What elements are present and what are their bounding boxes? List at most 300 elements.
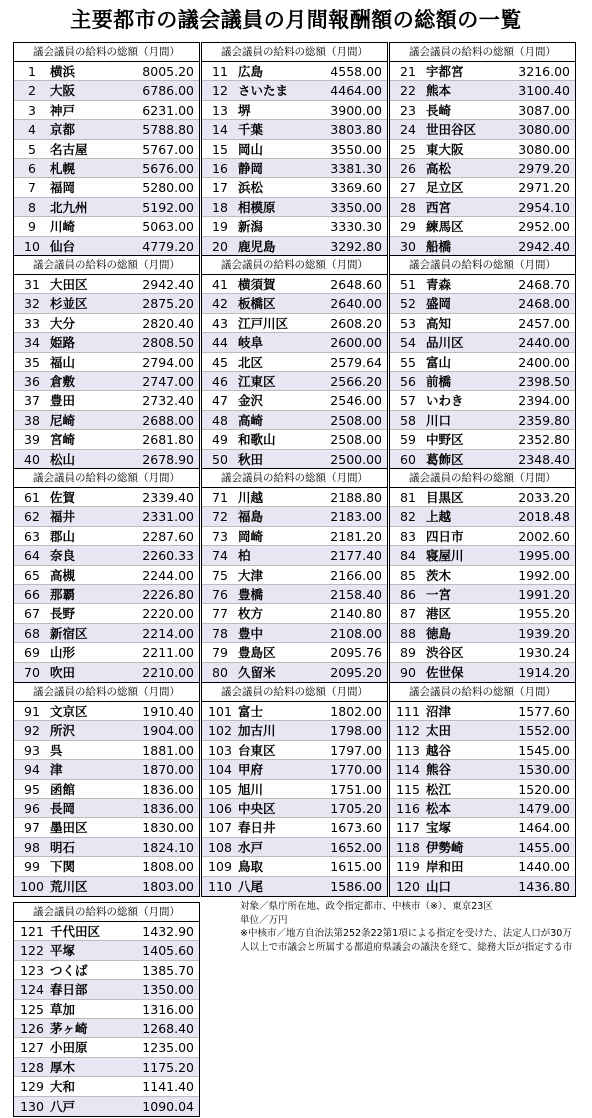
table-row	[14, 217, 199, 236]
rank-cell: 21	[400, 64, 416, 79]
amount-cell: 1586.00	[330, 878, 382, 894]
amount-cell: 2579.64	[330, 354, 382, 370]
rank-cell: 112	[396, 723, 420, 739]
city-cell: 文京区	[50, 704, 88, 719]
block-header: 議会議員の給料の総額（月間）	[202, 469, 387, 488]
table-row	[14, 799, 199, 818]
table-row	[390, 702, 575, 721]
ranking-block	[13, 42, 200, 257]
rank-cell: 4	[28, 122, 36, 138]
rank-cell: 24	[400, 122, 416, 138]
table-row	[390, 566, 575, 585]
table-row	[14, 314, 199, 333]
city-cell: 浜松	[238, 180, 264, 196]
rank-cell: 100	[20, 878, 44, 894]
table-row	[390, 81, 575, 100]
amount-cell: 1830.00	[142, 820, 194, 836]
ranking-block	[201, 42, 388, 257]
table-group-last	[13, 902, 200, 1117]
table-row	[202, 159, 387, 178]
city-cell: 足立区	[426, 180, 464, 196]
table-row	[390, 430, 575, 449]
rank-cell: 82	[400, 509, 416, 525]
table-row	[202, 237, 387, 256]
amount-cell: 5676.00	[142, 160, 194, 176]
rank-cell: 75	[212, 567, 228, 583]
amount-cell: 3900.00	[330, 102, 382, 118]
ranking-block	[13, 902, 200, 1117]
rank-cell: 126	[20, 1020, 44, 1036]
table-row	[14, 780, 199, 799]
table-row	[390, 391, 575, 410]
ranking-block	[201, 255, 388, 470]
city-cell: 津	[50, 762, 63, 778]
amount-cell: 4464.00	[330, 83, 382, 99]
city-cell: 青森	[426, 277, 452, 292]
table-row	[14, 604, 199, 623]
city-cell: 上越	[426, 509, 452, 525]
city-cell: 佐賀	[50, 490, 76, 505]
amount-cell: 2942.40	[142, 277, 194, 292]
amount-cell: 2400.00	[518, 354, 570, 370]
amount-cell: 1797.00	[330, 742, 382, 758]
table-row	[14, 566, 199, 585]
city-cell: 川越	[238, 490, 264, 505]
amount-cell: 2108.00	[330, 625, 382, 641]
city-cell: 大分	[50, 315, 76, 331]
rank-cell: 40	[24, 451, 40, 467]
table-row	[14, 140, 199, 159]
city-cell: 山形	[50, 645, 76, 661]
city-cell: 鹿児島	[238, 238, 276, 254]
city-cell: 横浜	[50, 64, 76, 79]
table-row	[202, 566, 387, 585]
block-header: 議会議員の給料の総額（月間）	[14, 256, 199, 275]
table-row	[14, 663, 199, 682]
city-cell: 旭川	[238, 781, 264, 797]
rank-cell: 129	[20, 1079, 44, 1095]
table-group	[13, 42, 576, 257]
city-cell: 墨田区	[50, 820, 88, 836]
amount-cell: 6786.00	[142, 83, 194, 99]
city-cell: 金沢	[238, 393, 264, 409]
city-cell: 杉並区	[50, 296, 88, 312]
city-cell: 草加	[50, 1001, 76, 1017]
rank-cell: 32	[24, 296, 40, 312]
amount-cell: 1673.60	[330, 820, 382, 836]
table-row	[14, 838, 199, 857]
city-cell: 甲府	[238, 762, 264, 778]
rank-cell: 29	[400, 219, 416, 235]
amount-cell: 2640.00	[330, 296, 382, 312]
ranking-block	[389, 468, 576, 683]
notes	[240, 900, 580, 954]
rank-cell: 20	[212, 238, 228, 254]
amount-cell: 2979.20	[518, 160, 570, 176]
block-header: 議会議員の給料の総額（月間）	[202, 43, 387, 62]
city-cell: 福岡	[50, 180, 76, 196]
rank-cell: 35	[24, 354, 40, 370]
table-row	[202, 353, 387, 372]
city-cell: 荒川区	[50, 878, 88, 894]
rank-cell: 28	[400, 199, 416, 215]
table-row	[14, 333, 199, 352]
amount-cell: 2681.80	[142, 432, 194, 448]
amount-cell: 2600.00	[330, 335, 382, 351]
city-cell: 尼崎	[50, 412, 76, 428]
amount-cell: 4779.20	[142, 238, 194, 254]
amount-cell: 1836.00	[142, 800, 194, 816]
table-row	[202, 294, 387, 313]
city-cell: 岐阜	[238, 335, 264, 351]
rank-cell: 2	[28, 83, 36, 99]
amount-cell: 1904.00	[142, 723, 194, 739]
ranking-block	[13, 468, 200, 683]
rank-cell: 19	[212, 219, 228, 235]
city-cell: 太田	[426, 723, 452, 739]
city-cell: 函館	[50, 781, 76, 797]
city-cell: 一宮	[426, 586, 452, 602]
amount-cell: 2287.60	[142, 528, 194, 544]
rank-cell: 104	[208, 762, 232, 778]
table-row	[14, 101, 199, 120]
table-row	[202, 314, 387, 333]
amount-cell: 1910.40	[142, 704, 194, 719]
table-row	[202, 62, 387, 81]
table-row	[390, 237, 575, 256]
table-row	[202, 217, 387, 236]
city-cell: 沼津	[426, 704, 452, 719]
table-row	[202, 275, 387, 294]
amount-cell: 2226.80	[142, 586, 194, 602]
city-cell: 那覇	[50, 586, 76, 602]
rank-cell: 103	[208, 742, 232, 758]
amount-cell: 2095.76	[330, 645, 382, 661]
amount-cell: 2794.00	[142, 354, 194, 370]
block-header: 議会議員の給料の総額（月間）	[202, 683, 387, 702]
amount-cell: 2747.00	[142, 373, 194, 389]
amount-cell: 1090.04	[142, 1098, 194, 1114]
amount-cell: 1479.00	[518, 800, 570, 816]
city-cell: いわき	[426, 393, 464, 409]
amount-cell: 2331.00	[142, 509, 194, 525]
city-cell: 長岡	[50, 800, 76, 816]
city-cell: 川崎	[50, 219, 76, 235]
table-row	[14, 741, 199, 760]
amount-cell: 2808.50	[142, 335, 194, 351]
city-cell: 姫路	[50, 335, 76, 351]
rank-cell: 8	[28, 199, 36, 215]
table-row	[202, 818, 387, 837]
rank-cell: 9	[28, 219, 36, 235]
city-cell: 呉	[50, 742, 63, 758]
ranking-block	[201, 682, 388, 897]
table-row	[14, 1000, 199, 1019]
rank-cell: 26	[400, 160, 416, 176]
city-cell: 所沢	[50, 723, 76, 739]
city-cell: 京都	[50, 122, 76, 138]
city-cell: 春日部	[50, 982, 88, 998]
rank-cell: 31	[24, 277, 40, 292]
city-cell: さいたま	[238, 83, 289, 99]
city-cell: 新潟	[238, 219, 264, 235]
rank-cell: 27	[400, 180, 416, 196]
rank-cell: 1	[28, 64, 36, 79]
rank-cell: 69	[24, 645, 40, 661]
city-cell: 柏	[238, 548, 251, 564]
rank-cell: 36	[24, 373, 40, 389]
rank-cell: 70	[24, 664, 40, 680]
city-cell: 東大阪	[426, 141, 464, 157]
rank-cell: 63	[24, 528, 40, 544]
table-row	[390, 488, 575, 507]
amount-cell: 2018.48	[518, 509, 570, 525]
city-cell: 山口	[426, 878, 452, 894]
rank-cell: 117	[396, 820, 420, 836]
amount-cell: 1141.40	[142, 1079, 194, 1095]
rank-cell: 108	[208, 839, 232, 855]
ranking-block	[389, 255, 576, 470]
table-row	[14, 450, 199, 469]
rank-cell: 66	[24, 586, 40, 602]
rank-cell: 96	[24, 800, 40, 816]
block-header: 議会議員の給料の総額（月間）	[390, 683, 575, 702]
city-cell: 富山	[426, 354, 452, 370]
note-core-city: ※中核市／地方自治法第252条22第1項による指定を受けた、法定人口が30万人以上で市議会と所属する都道府県議会の議決を経て、総務大臣が指定する市	[240, 928, 573, 953]
table-row	[202, 450, 387, 469]
rank-cell: 74	[212, 548, 228, 564]
ranking-block	[201, 468, 388, 683]
amount-cell: 1803.00	[142, 878, 194, 894]
amount-cell: 8005.20	[142, 64, 194, 79]
rank-cell: 46	[212, 373, 228, 389]
amount-cell: 2244.00	[142, 567, 194, 583]
rank-cell: 11	[212, 64, 228, 79]
amount-cell: 2971.20	[518, 180, 570, 196]
rank-cell: 116	[396, 800, 420, 816]
amount-cell: 2648.60	[330, 277, 382, 292]
city-cell: 千代田区	[50, 924, 101, 939]
table-row	[390, 527, 575, 546]
city-cell: 台東区	[238, 742, 276, 758]
city-cell: 渋谷区	[426, 645, 464, 661]
rank-cell: 84	[400, 548, 416, 564]
table-row	[202, 585, 387, 604]
amount-cell: 1770.00	[330, 762, 382, 778]
city-cell: 宇都宮	[426, 64, 464, 79]
ranking-block	[389, 682, 576, 897]
rank-cell: 124	[20, 982, 44, 998]
city-cell: 加古川	[238, 723, 276, 739]
city-cell: 松江	[426, 781, 452, 797]
amount-cell: 2457.00	[518, 315, 570, 331]
block-header: 議会議員の給料の総額（月間）	[390, 43, 575, 62]
rank-cell: 6	[28, 160, 36, 176]
table-row	[14, 1077, 199, 1096]
table-row	[14, 624, 199, 643]
amount-cell: 2440.00	[518, 335, 570, 351]
amount-cell: 1520.00	[518, 781, 570, 797]
table-row	[14, 721, 199, 740]
city-cell: 高槻	[50, 567, 76, 583]
rank-cell: 58	[400, 412, 416, 428]
amount-cell: 2348.40	[518, 451, 570, 467]
amount-cell: 1995.00	[518, 548, 570, 564]
amount-cell: 2678.90	[142, 451, 194, 467]
city-cell: 小田原	[50, 1040, 88, 1056]
page-title: 主要都市の議会議員の月間報酬額の総額の一覧	[70, 8, 522, 32]
city-cell: 川口	[426, 412, 452, 428]
table-row	[390, 507, 575, 526]
amount-cell: 1798.00	[330, 723, 382, 739]
rank-cell: 39	[24, 432, 40, 448]
amount-cell: 2158.40	[330, 586, 382, 602]
rank-cell: 122	[20, 943, 44, 959]
table-row	[390, 217, 575, 236]
city-cell: 久留米	[238, 664, 276, 680]
rank-cell: 68	[24, 625, 40, 641]
city-cell: 佐世保	[426, 664, 464, 680]
rank-cell: 94	[24, 762, 40, 778]
table-row	[390, 604, 575, 623]
city-cell: 宮崎	[50, 432, 76, 448]
rank-cell: 98	[24, 839, 40, 855]
city-cell: 岸和田	[426, 859, 464, 875]
table-row	[14, 546, 199, 565]
table-row	[202, 372, 387, 391]
table-row	[202, 799, 387, 818]
table-row	[14, 760, 199, 779]
rank-cell: 83	[400, 528, 416, 544]
rank-cell: 89	[400, 645, 416, 661]
rank-cell: 65	[24, 567, 40, 583]
amount-cell: 5767.00	[142, 141, 194, 157]
amount-cell: 1436.80	[518, 878, 570, 894]
table-row	[14, 643, 199, 662]
table-row	[202, 391, 387, 410]
city-cell: 松本	[426, 800, 452, 816]
amount-cell: 2954.10	[518, 199, 570, 215]
city-cell: 札幌	[50, 160, 76, 176]
rank-cell: 44	[212, 335, 228, 351]
rank-cell: 93	[24, 742, 40, 758]
table-row	[202, 488, 387, 507]
table-row	[14, 1019, 199, 1038]
rank-cell: 16	[212, 160, 228, 176]
amount-cell: 2952.00	[518, 219, 570, 235]
city-cell: 富士	[238, 704, 264, 719]
rank-cell: 13	[212, 102, 228, 118]
rank-cell: 71	[212, 490, 228, 505]
rank-cell: 25	[400, 141, 416, 157]
rank-cell: 23	[400, 102, 416, 118]
rank-cell: 5	[28, 141, 36, 157]
table-row	[390, 178, 575, 197]
rank-cell: 33	[24, 315, 40, 331]
amount-cell: 5280.00	[142, 180, 194, 196]
rank-cell: 110	[208, 878, 232, 894]
amount-cell: 2820.40	[142, 315, 194, 331]
table-row	[202, 120, 387, 139]
rank-cell: 111	[396, 704, 420, 719]
table-row	[202, 198, 387, 217]
ranking-block	[13, 255, 200, 470]
city-cell: 中野区	[426, 432, 464, 448]
table-row	[14, 81, 199, 100]
table-row	[14, 198, 199, 217]
city-cell: 八戸	[50, 1098, 76, 1114]
city-cell: 宝塚	[426, 820, 452, 836]
amount-cell: 2508.00	[330, 432, 382, 448]
city-cell: 江東区	[238, 373, 276, 389]
amount-cell: 1577.60	[518, 704, 570, 719]
rank-cell: 54	[400, 335, 416, 351]
table-row	[14, 430, 199, 449]
city-cell: 堺	[238, 102, 251, 118]
rank-cell: 59	[400, 432, 416, 448]
rank-cell: 115	[396, 781, 420, 797]
table-row	[390, 799, 575, 818]
table-row	[390, 120, 575, 139]
city-cell: 長野	[50, 606, 76, 622]
amount-cell: 2394.00	[518, 393, 570, 409]
table-row	[202, 780, 387, 799]
city-cell: 大阪	[50, 83, 76, 99]
table-row	[390, 198, 575, 217]
city-cell: 寝屋川	[426, 548, 464, 564]
table-row	[14, 353, 199, 372]
amount-cell: 2688.00	[142, 412, 194, 428]
city-cell: 北九州	[50, 199, 88, 215]
rank-cell: 61	[24, 490, 40, 505]
rank-cell: 53	[400, 315, 416, 331]
table-row	[14, 1097, 199, 1116]
table-row	[14, 980, 199, 999]
table-row	[14, 961, 199, 980]
table-row	[390, 159, 575, 178]
amount-cell: 4558.00	[330, 64, 382, 79]
table-row	[202, 624, 387, 643]
amount-cell: 1705.20	[330, 800, 382, 816]
rank-cell: 18	[212, 199, 228, 215]
city-cell: 大津	[238, 567, 264, 583]
amount-cell: 2468.00	[518, 296, 570, 312]
city-cell: 四日市	[426, 528, 464, 544]
rank-cell: 77	[212, 606, 228, 622]
amount-cell: 2181.20	[330, 528, 382, 544]
rank-cell: 42	[212, 296, 228, 312]
rank-cell: 38	[24, 412, 40, 428]
table-row	[14, 391, 199, 410]
rank-cell: 52	[400, 296, 416, 312]
city-cell: 茨木	[426, 567, 452, 583]
rank-cell: 85	[400, 567, 416, 583]
amount-cell: 1836.00	[142, 781, 194, 797]
city-cell: 千葉	[238, 122, 264, 138]
rank-cell: 47	[212, 393, 228, 409]
table-row	[202, 702, 387, 721]
city-cell: 静岡	[238, 160, 264, 176]
table-row	[390, 643, 575, 662]
city-cell: 伊勢崎	[426, 839, 464, 855]
rank-cell: 101	[208, 704, 232, 719]
amount-cell: 3369.60	[330, 180, 382, 196]
amount-cell: 2875.20	[142, 296, 194, 312]
amount-cell: 1652.00	[330, 839, 382, 855]
amount-cell: 5788.80	[142, 122, 194, 138]
rank-cell: 87	[400, 606, 416, 622]
rank-cell: 118	[396, 839, 420, 855]
